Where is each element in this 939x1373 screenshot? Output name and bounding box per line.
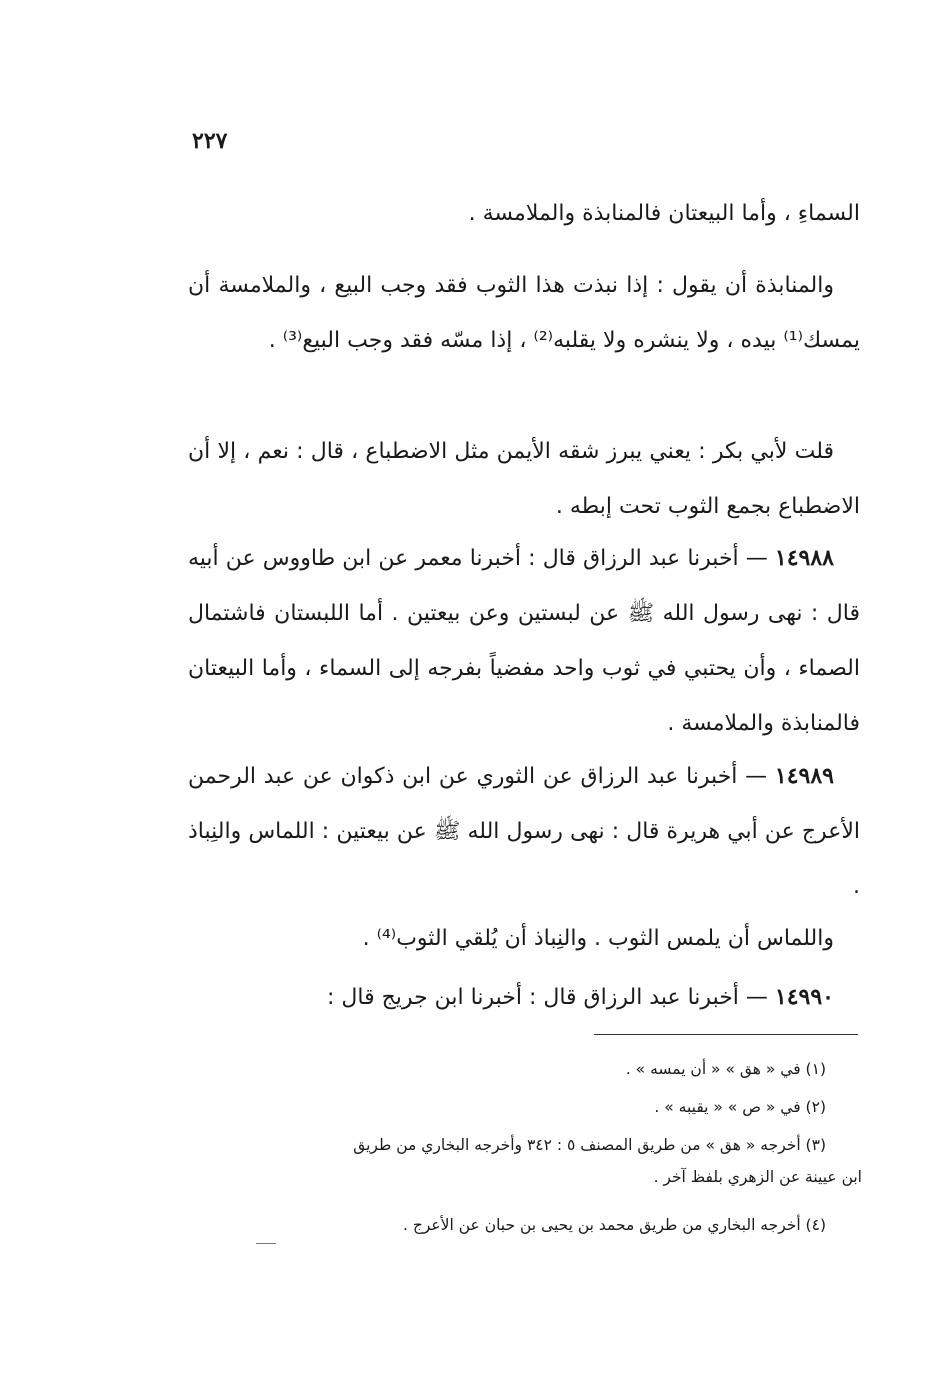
hadith-text: — أخبرنا عبد الرزاق قال : أخبرنا ابن جريج قال :: [327, 985, 775, 1010]
hadith-14988: [188, 531, 860, 751]
hadith-number: ١٤٩٨٩: [774, 763, 834, 789]
scan-mark: [256, 1243, 276, 1244]
hadith-text: — أخبرنا عبد الرزاق قال : أخبرنا معمر عن ابن طاووس عن أبيه قال : نهى رسول الله ﷺ عن لبستين وعن بيعتين . أما اللبستان فاشتمال الصماء ، وأن يحتبي في ثوب واحد مفضياً بفرجه إلى السماء ، وأما البيعتان فالمنابذة والملامسة .: [188, 546, 860, 736]
hadith-number: ١٤٩٩٠: [774, 984, 834, 1010]
paragraph-munabadha-definition: والمنابذة أن يقول : إذا نبذت هذا الثوب فقد وجب البيع ، والملامسة أن يمسك⁽¹⁾ بيده ، ولا ينشره ولا يقلبه⁽²⁾ ، إذا مسّه فقد وجب البيع⁽³⁾ .: [188, 273, 860, 353]
page-number: ٢٢٧: [192, 128, 228, 154]
hadith-number: ١٤٩٨٨: [774, 545, 834, 571]
hadith-14990: [188, 970, 860, 1025]
footnote-1: (١) في « هق » « أن يمسه » .: [625, 1060, 826, 1078]
paragraph-continuation: السماءِ ، وأما البيعتان فالمنابذة والملامسة .: [468, 201, 860, 226]
footnote-2: (٢) في « ص » « يقيبه » .: [654, 1098, 826, 1116]
paragraph-abu-bakr-note: قلت لأبي بكر : يعني يبرز شقه الأيمن مثل الاضطباع ، قال : نعم ، إلا أن الاضطباع بجمع الثوب تحت إبطه .: [188, 439, 860, 519]
footnote-4: (٤) أخرجه البخاري من طريق محمد بن يحيى بن حبان عن الأعرج .: [402, 1216, 826, 1234]
footnote-separator: [594, 1034, 858, 1035]
hadith-14989: [188, 749, 860, 914]
footnote-3: (٣) أخرجه « هق » من طريق المصنف ٥ : ٣٤٢ وأخرجه البخاري من طريق: [353, 1136, 826, 1154]
footnote-3-continuation: ابن عيينة عن الزهري بلفظ آخر .: [653, 1168, 862, 1186]
hadith-text: — أخبرنا عبد الرزاق عن الثوري عن ابن ذكوان عن عبد الرحمن الأعرج عن أبي هريرة قال : نهى رسول الله ﷺ عن بيعتين : اللماس والنِباذ .: [188, 764, 860, 899]
paragraph-limas-definition: واللماس أن يلمس الثوب . والنِباذ أن يُلقي الثوب⁽⁴⁾ .: [362, 926, 834, 951]
